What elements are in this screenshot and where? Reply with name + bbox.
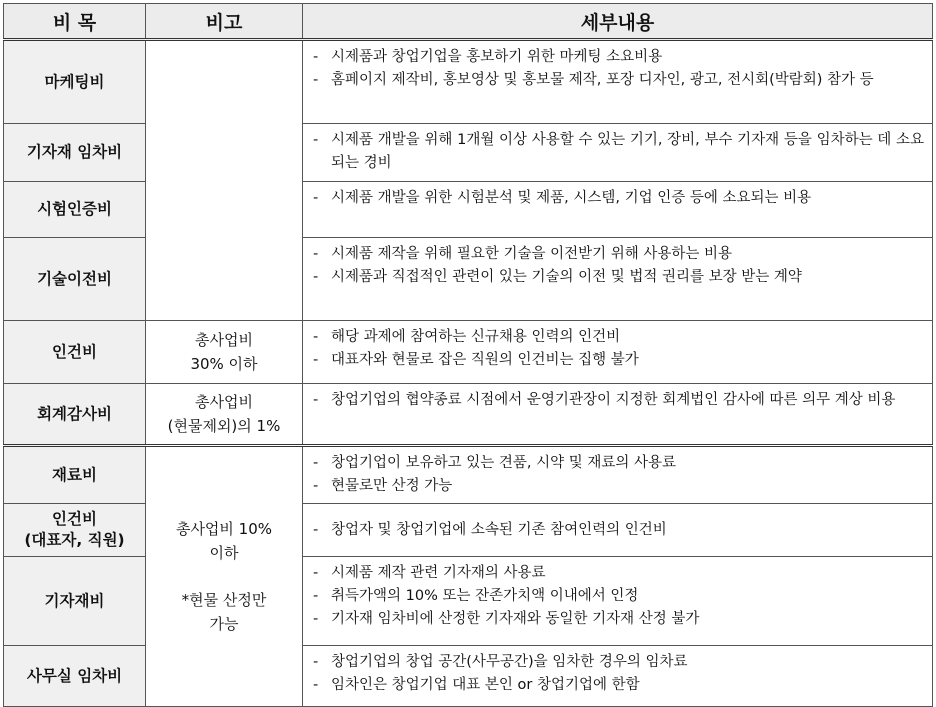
row-detail xyxy=(303,238,933,321)
note-line: 총사업비 xyxy=(195,331,253,349)
bullet-dash: - xyxy=(313,455,319,471)
detail-text: 창업기업의 창업 공간(사무공간)을 임차한 경우의 임차료 xyxy=(331,654,688,670)
note-line: 가능 xyxy=(209,615,239,633)
row-note-empty xyxy=(146,40,303,321)
row-detail xyxy=(303,504,933,557)
note-line: 총사업비 10% xyxy=(175,520,273,538)
detail-text: 기자재 임차비에 산정한 기자재와 동일한 기자재 산정 불가 xyxy=(331,611,700,627)
row-item: 기자재 임차비 xyxy=(4,124,146,182)
bullet-dash: - xyxy=(313,352,319,368)
detail-text: 임차인은 창업기업 대표 본인 or 창업기업에 한함 xyxy=(331,677,640,693)
row-detail xyxy=(303,446,933,504)
bullet-dash: - xyxy=(313,329,319,345)
detail-text: 시제품 개발을 위해 1개월 이상 사용할 수 있는 기기, 장비, 부수 기자재 등을 임차하는 데 소요되는 경비 xyxy=(331,132,924,171)
bullet-dash: - xyxy=(313,392,319,408)
table-row xyxy=(4,504,933,557)
bullet-dash: - xyxy=(313,677,319,693)
bullet-dash: - xyxy=(313,72,319,88)
row-note xyxy=(146,384,303,446)
bullet-dash: - xyxy=(313,611,319,627)
note-line: 총사업비 xyxy=(195,393,253,411)
bullet-dash: - xyxy=(313,565,319,581)
bullet-dash: - xyxy=(313,521,319,538)
bullet-dash: - xyxy=(313,246,319,262)
bullet-dash: - xyxy=(313,132,319,148)
table-row xyxy=(4,321,933,384)
row-item: 시험인증비 xyxy=(4,182,146,238)
row-detail xyxy=(303,321,933,384)
row-detail xyxy=(303,557,933,646)
note-line: *현물 산정만 xyxy=(181,591,267,609)
table-row xyxy=(4,182,933,238)
detail-text: 취득가액의 10% 또는 잔존가치액 이내에서 인정 xyxy=(331,588,639,604)
detail-text: 창업기업이 보유하고 있는 견품, 시약 및 재료의 사용료 xyxy=(331,455,677,471)
table-row xyxy=(4,557,933,646)
row-item: 마케팅비 xyxy=(4,40,146,124)
bullet-dash: - xyxy=(313,588,319,604)
detail-text: 현물로만 산정 가능 xyxy=(331,478,453,494)
row-detail xyxy=(303,182,933,238)
detail-text: 창업자 및 창업기업에 소속된 기존 참여인력의 인건비 xyxy=(331,521,667,538)
bullet-dash: - xyxy=(313,190,319,206)
row-item: 재료비 xyxy=(4,446,146,504)
table-row xyxy=(4,124,933,182)
cost-table xyxy=(3,3,933,707)
header-item: 비 목 xyxy=(4,4,146,40)
detail-text: 해당 과제에 참여하는 신규채용 인력의 인건비 xyxy=(331,329,621,345)
header-note: 비고 xyxy=(146,4,303,40)
detail-text: 홈페이지 제작비, 홍보영상 및 홍보물 제작, 포장 디자인, 광고, 전시회(박람회) 참가 등 xyxy=(331,72,874,88)
row-detail xyxy=(303,384,933,446)
header-detail: 세부내용 xyxy=(303,4,933,40)
table-row xyxy=(4,646,933,707)
row-item: 기자재비 xyxy=(4,557,146,646)
detail-text: 대표자와 현물로 잡은 직원의 인건비는 집행 불가 xyxy=(331,352,639,368)
row-item: 사무실 임차비 xyxy=(4,646,146,707)
table-row xyxy=(4,446,933,504)
row-note xyxy=(146,321,303,384)
row-item-line: (대표자, 직원) xyxy=(24,531,125,549)
bullet-dash: - xyxy=(313,269,319,285)
note-line: (현물제외)의 1% xyxy=(167,417,281,435)
detail-text: 시제품 제작 관련 기자재의 사용료 xyxy=(331,565,546,581)
detail-text: 창업기업의 협약종료 시점에서 운영기관장이 지정한 회계법인 감사에 따른 의무 계상 비용 xyxy=(331,392,896,408)
bullet-dash: - xyxy=(313,478,319,494)
detail-text: 시제품과 창업기업을 홍보하기 위한 마케팅 소요비용 xyxy=(331,49,663,65)
row-detail xyxy=(303,40,933,124)
note-line: 이하 xyxy=(209,544,239,562)
row-detail xyxy=(303,124,933,182)
header-row xyxy=(4,4,933,40)
row-item: 기술이전비 xyxy=(4,238,146,321)
row-detail xyxy=(303,646,933,707)
row-item xyxy=(4,504,146,557)
row-note-inkind xyxy=(146,446,303,707)
table-row xyxy=(4,40,933,124)
bullet-dash: - xyxy=(313,654,319,670)
row-item: 인건비 xyxy=(4,321,146,384)
detail-text: 시제품 개발을 위한 시험분석 및 제품, 시스템, 기업 인증 등에 소요되는 비용 xyxy=(331,190,812,206)
table-row xyxy=(4,384,933,446)
row-item-line: 인건비 xyxy=(52,510,97,528)
table-row xyxy=(4,238,933,321)
note-line: 30% 이하 xyxy=(190,355,258,373)
detail-text: 시제품 제작을 위해 필요한 기술을 이전받기 위해 사용하는 비용 xyxy=(331,246,733,262)
bullet-dash: - xyxy=(313,49,319,65)
detail-text: 시제품과 직접적인 관련이 있는 기술의 이전 및 법적 권리를 보장 받는 계약 xyxy=(331,269,802,285)
row-item: 회계감사비 xyxy=(4,384,146,446)
